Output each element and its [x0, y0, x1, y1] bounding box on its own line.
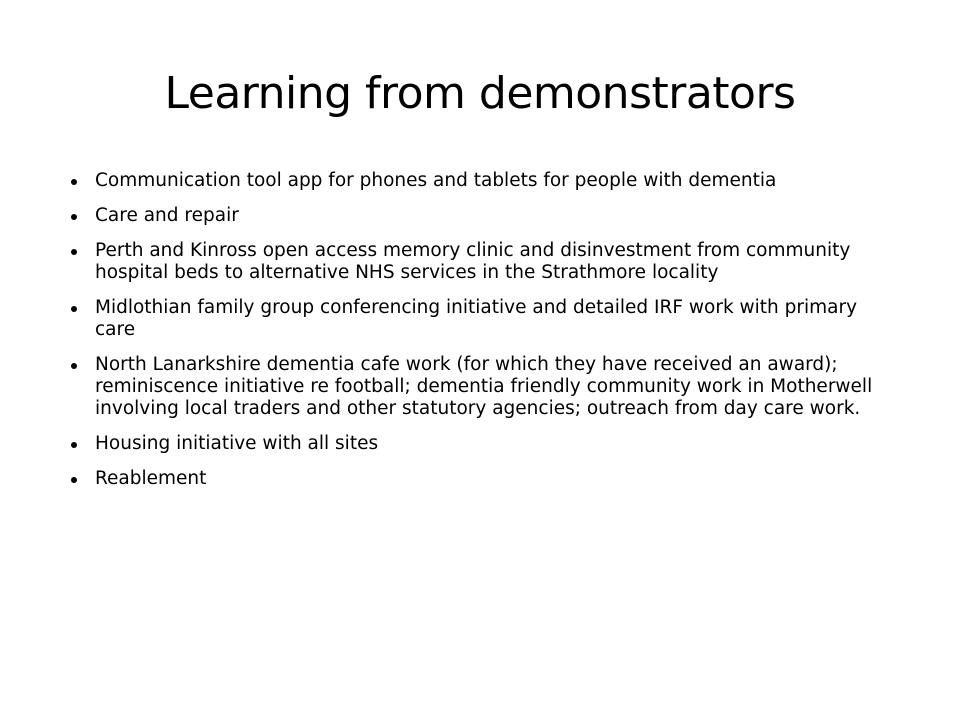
bullet-text: Care and repair: [95, 205, 239, 226]
bullet-item: [71, 240, 901, 284]
bullet-item: [71, 433, 901, 455]
bullet-item: [71, 170, 901, 192]
bullet-dot-icon: [71, 363, 77, 369]
bullet-dot-icon: [71, 249, 77, 255]
bullet-text: Reablement: [95, 468, 207, 489]
bullet-list: [71, 170, 901, 503]
bullet-text: Perth and Kinross open access memory clinic and disinvestment from community hospital beds to alternative NHS services in the Strathmore locality: [95, 240, 851, 283]
bullet-dot-icon: [71, 442, 77, 448]
slide-title: Learning from demonstrators: [164, 68, 796, 119]
bullet-dot-icon: [71, 214, 77, 220]
bullet-dot-icon: [71, 179, 77, 185]
bullet-item: [71, 205, 901, 227]
bullet-item: [71, 354, 901, 420]
bullet-item: [71, 468, 901, 490]
bullet-text: Communication tool app for phones and tablets for people with dementia: [95, 170, 777, 191]
bullet-dot-icon: [71, 306, 77, 312]
bullet-text: Housing initiative with all sites: [95, 433, 379, 454]
bullet-dot-icon: [71, 477, 77, 483]
bullet-item: [71, 297, 901, 341]
bullet-text: Midlothian family group conferencing initiative and detailed IRF work with primary care: [95, 297, 858, 340]
bullet-text: North Lanarkshire dementia cafe work (for which they have received an award); reminiscence initiative re football; dementia friendly community work in Motherwell involving local traders and other statutory agencies; outreach from day care work.: [95, 354, 873, 419]
